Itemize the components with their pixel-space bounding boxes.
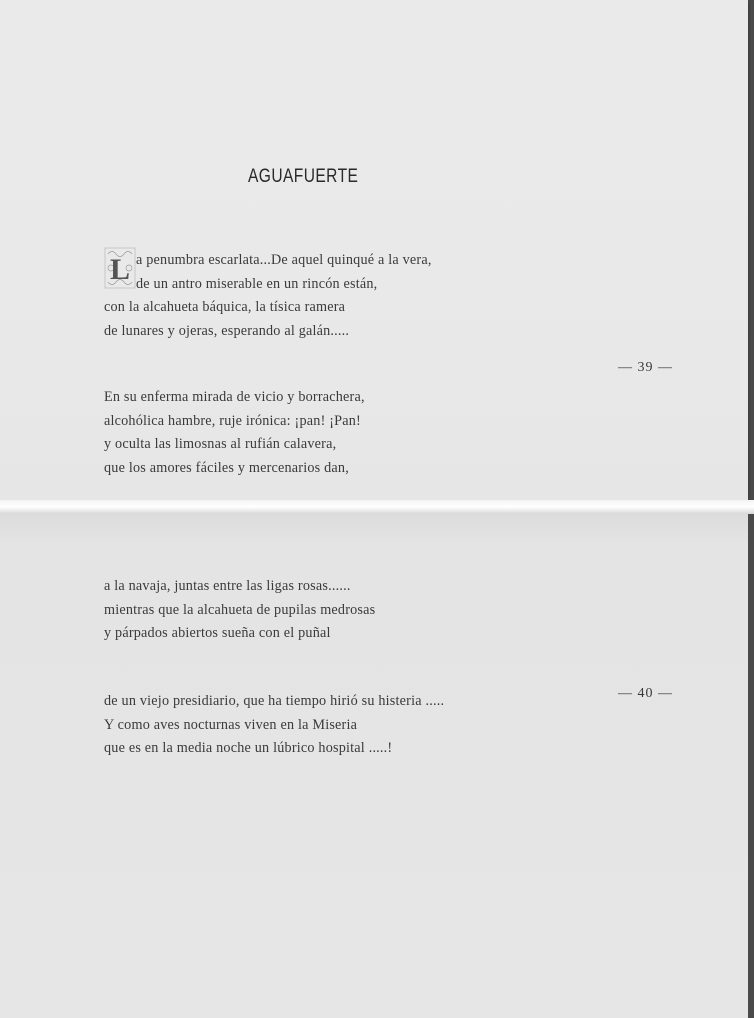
stanza-1-line-3: con la alcahueta báquica, la tísica ramera bbox=[104, 299, 346, 315]
stanza-2-line-4: que los amores fáciles y mercenarios dan, bbox=[104, 459, 349, 476]
drop-cap-letter: L bbox=[109, 253, 131, 286]
stanza-4 bbox=[104, 690, 444, 761]
stanza-1-line-4: de lunares y ojeras, esperando al galán..... bbox=[104, 322, 350, 339]
stanza-3 bbox=[104, 575, 375, 646]
stanza-2 bbox=[104, 386, 365, 480]
stanza-2-line-1: En su enferma mirada de vicio y borrachera, bbox=[104, 389, 365, 405]
stanza-1-line-2: de un antro miserable en un rincón están, bbox=[136, 275, 378, 292]
stanza-4-line-3: que es en la media noche un lúbrico hospital .....! bbox=[104, 740, 393, 756]
page-number-40: — 40 — bbox=[618, 686, 673, 701]
poem-title: AGUAFUERTE bbox=[248, 166, 359, 187]
stanza-1 bbox=[104, 249, 432, 343]
stanza-4-line-2: Y como aves nocturnas viven en la Miseria bbox=[104, 716, 358, 733]
page-number-39: — 39 — bbox=[618, 360, 673, 375]
stanza-1-line-1: a penumbra escarlata...De aquel quinqué a la vera, bbox=[136, 252, 432, 268]
page-fold bbox=[0, 500, 754, 514]
stanza-3-line-1: a la navaja, juntas entre las ligas rosas...... bbox=[104, 578, 351, 594]
stanza-3-line-2: mientras que la alcahueta de pupilas medrosas bbox=[104, 601, 376, 618]
stanza-2-line-2: alcohólica hambre, ruje irónica: ¡pan! ¡Pan! bbox=[104, 412, 361, 429]
stanza-3-line-3: y párpados abiertos sueña con el puñal bbox=[104, 625, 331, 641]
stanza-4-line-1: de un viejo presidiario, que ha tiempo hirió su histeria ..... bbox=[104, 693, 445, 709]
stanza-2-line-3: y oculta las limosnas al rufián calavera, bbox=[104, 436, 337, 452]
